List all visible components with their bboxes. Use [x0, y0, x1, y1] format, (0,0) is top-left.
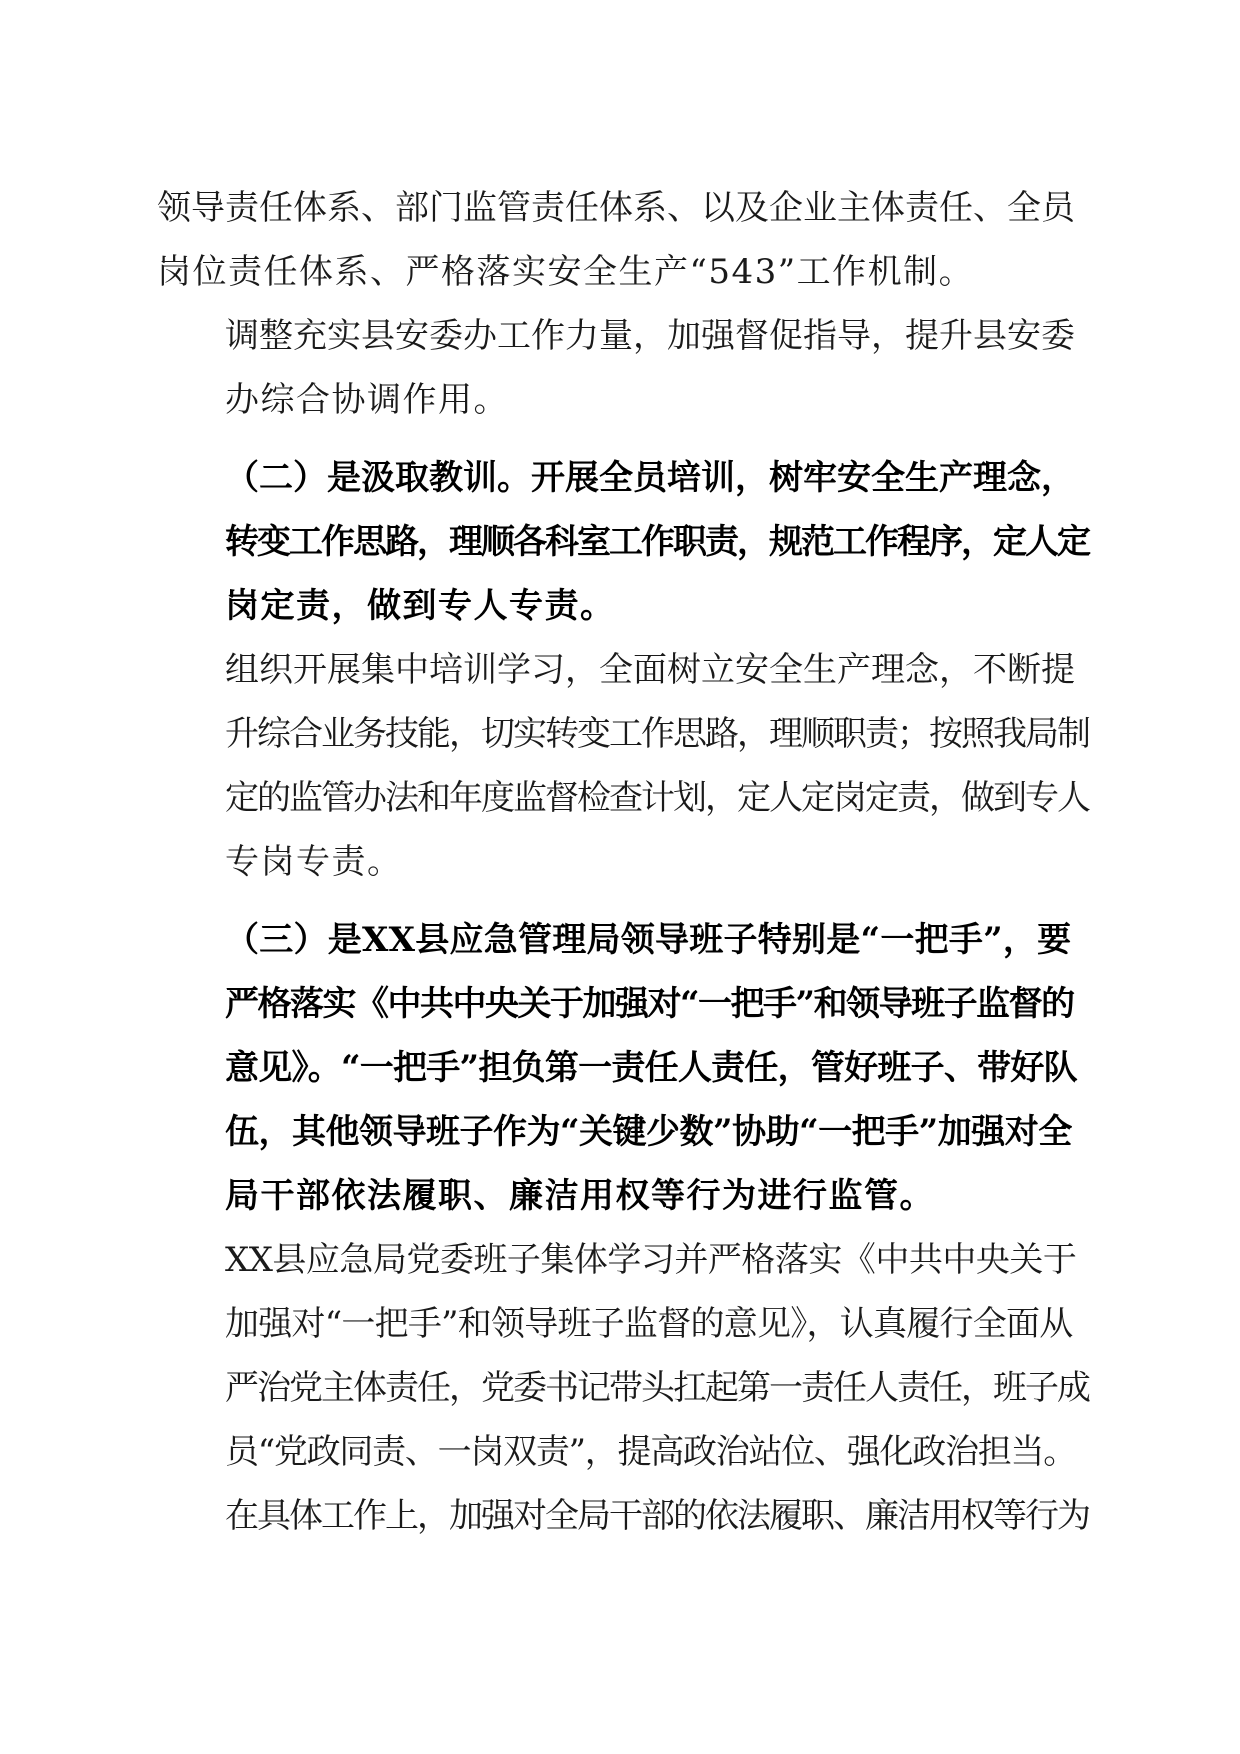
text-line: 组织开展集中培训学习，全面树立安全生产理念，不断提	[225, 650, 1075, 690]
text-line: 加强对“一把手”和领导班子监督的意见》，认真履行全面从	[225, 1304, 1073, 1344]
text-line: 定的监管办法和年度监督检查计划，定人定岗定责，做到专人	[225, 778, 1089, 818]
text-line: 领导责任体系、部门监管责任体系、以及企业主体责任、全员	[157, 188, 1075, 228]
text-line: （三）是XX县应急管理局领导班子特别是“一把手”，要	[225, 920, 1072, 960]
text-line: 岗位责任体系、严格落实安全生产“543”工作机制。	[157, 252, 975, 292]
document-body	[157, 176, 1089, 1548]
paragraph-safety-office	[157, 304, 1077, 432]
text-line: （二）是汲取教训。开展全员培训，树牢安全生产理念，	[225, 458, 1075, 498]
text-line: 严治党主体责任，党委书记带头扛起第一责任人责任，班子成	[225, 1368, 1089, 1408]
text-line: 意见》。“一把手”担负第一责任人责任，管好班子、带好队	[225, 1048, 1077, 1088]
text-line: 调整充实县安委办工作力量，加强督促指导，提升县安委	[225, 316, 1075, 356]
text-line: 办综合协调作用。	[225, 380, 509, 420]
heading-section-three	[157, 908, 1077, 1228]
paragraph-training	[157, 638, 1089, 894]
text-line: XX县应急局党委班子集体学习并严格落实《中共中央关于	[225, 1240, 1077, 1280]
text-line: 升综合业务技能，切实转变工作思路，理顺职责；按照我局制	[225, 714, 1089, 754]
paragraph-party-committee	[157, 1228, 1089, 1548]
text-line: 专岗专责。	[225, 842, 403, 882]
text-line: 员“党政同责、一岗双责”，提高政治站位、强化政治担当。	[225, 1432, 1077, 1472]
paragraph-responsibility-system	[157, 176, 1077, 304]
text-line: 在具体工作上，加强对全局干部的依法履职、廉洁用权等行为	[225, 1496, 1089, 1536]
text-line: 严格落实《中共中央关于加强对“一把手”和领导班子监督的	[225, 984, 1074, 1024]
heading-section-two	[157, 446, 1089, 638]
text-line: 转变工作思路，理顺各科室工作职责，规范工作程序，定人定	[225, 522, 1089, 562]
text-line: 伍，其他领导班子作为“关键少数”协助“一把手”加强对全	[225, 1112, 1072, 1152]
text-line: 局干部依法履职、廉洁用权等行为进行监管。	[225, 1176, 935, 1216]
text-line: 岗定责，做到专人专责。	[225, 586, 616, 626]
